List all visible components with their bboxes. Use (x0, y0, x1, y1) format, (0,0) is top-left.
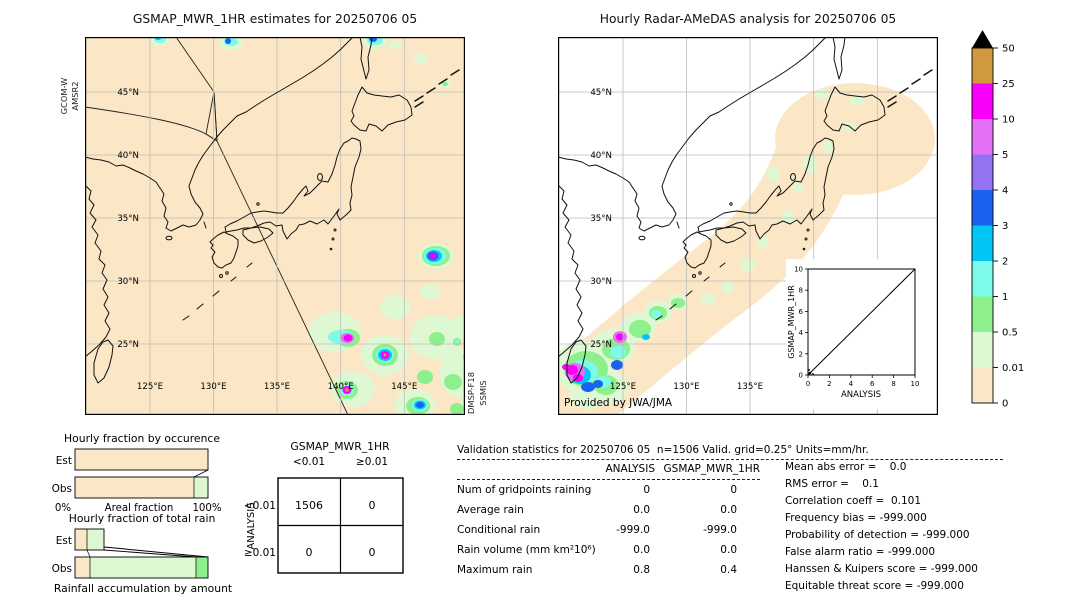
validation-row-label: Conditional rain (457, 524, 541, 536)
occurrence-obs-label: Obs (51, 483, 72, 495)
svg-text:135°E: 135°E (736, 382, 764, 392)
occurrence-chart-title: Hourly fraction by occurence (64, 432, 220, 445)
occurrence-bars (75, 449, 208, 498)
left-map (85, 37, 465, 415)
svg-text:4: 4 (1002, 185, 1009, 197)
score-hk: Hanssen & Kuipers score = -999.000 (785, 563, 978, 575)
total-rain-est-label: Est (55, 535, 72, 547)
svg-text:10: 10 (794, 265, 803, 274)
total-rain-obs-label: Obs (51, 563, 72, 575)
validation-row-analysis: 0.0 (633, 504, 650, 516)
svg-text:45°N: 45°N (590, 88, 612, 98)
svg-text:0: 0 (1002, 398, 1009, 410)
score-mean-abs-error: Mean abs error = 0.0 (785, 461, 907, 473)
svg-text:135°E: 135°E (263, 382, 291, 392)
contingency-table (240, 436, 455, 586)
svg-text:Areal fraction: Areal fraction (104, 503, 174, 514)
validation-row-label: Num of gridpoints raining (457, 484, 592, 496)
contingency-values (295, 499, 376, 559)
svg-text:4: 4 (848, 380, 854, 388)
validation-row-gsmap: 0.0 (720, 504, 737, 516)
svg-text:25°N: 25°N (590, 340, 612, 350)
inset-xlabel: ANALYSIS (840, 390, 882, 400)
validation-row-label: Rain volume (mm km²10⁶) (457, 544, 596, 556)
svg-text:125°E: 125°E (609, 382, 637, 392)
svg-text:0: 0 (305, 546, 313, 559)
sensor-label-dmsp: DMSP-F18 (466, 372, 476, 414)
contingency-column-title: GSMAP_MWR_1HR (290, 440, 390, 453)
svg-text:40°N: 40°N (590, 151, 612, 161)
svg-text:25°N: 25°N (117, 340, 139, 350)
colorbar (962, 18, 1074, 418)
svg-text:30°N: 30°N (117, 277, 139, 287)
svg-text:5: 5 (1002, 150, 1009, 161)
contingency-row-title: ANALYSIS (246, 502, 257, 550)
credit-label: Provided by JWA/JMA (564, 397, 673, 409)
colorbar-overflow-triangle (972, 30, 993, 48)
validation-col-gsmap: GSMAP_MWR_1HR (663, 463, 760, 475)
svg-text:0.01: 0.01 (1002, 363, 1025, 374)
satellite-label-gcomw: GCOM-W (59, 77, 69, 115)
total-rain-caption: Rainfall accumulation by amount (53, 582, 233, 595)
svg-text:125°E: 125°E (136, 382, 164, 392)
svg-text:25: 25 (1002, 79, 1015, 90)
svg-text:0.5: 0.5 (1002, 327, 1018, 339)
validation-header-rule (457, 479, 760, 480)
svg-text:6: 6 (869, 380, 875, 388)
svg-text:0: 0 (368, 546, 376, 559)
svg-text:8: 8 (798, 286, 803, 295)
validation-row-gsmap: -999.0 (703, 524, 737, 536)
svg-text:50: 50 (1002, 43, 1015, 55)
contingency-row-label-1: ≥0.01 (243, 547, 276, 559)
svg-text:2: 2 (798, 350, 803, 359)
score-pod: Probability of detection = -999.000 (785, 529, 970, 541)
validation-row-gsmap: 0 (730, 484, 737, 496)
validation-row-label: Maximum rain (457, 564, 533, 576)
right-map (558, 37, 938, 415)
score-rms-error: RMS error = 0.1 (785, 478, 879, 490)
svg-text:140°E: 140°E (327, 382, 354, 392)
svg-text:10: 10 (1002, 114, 1015, 126)
score-ets: Equitable threat score = -999.000 (785, 580, 964, 592)
svg-text:0: 0 (368, 499, 376, 512)
validation-row-label: Average rain (457, 504, 524, 516)
svg-text:100%: 100% (192, 503, 222, 514)
colorbar-segments (972, 48, 993, 403)
svg-text:30°N: 30°N (590, 277, 612, 287)
svg-text:35°N: 35°N (590, 214, 612, 224)
svg-text:40°N: 40°N (117, 151, 139, 161)
validation-row-analysis: -999.0 (616, 524, 650, 536)
svg-text:1: 1 (1002, 292, 1009, 303)
inset-scatter (786, 259, 938, 409)
inset-ylabel: GSMAP_MWR_1HR (787, 285, 796, 359)
score-correlation: Correlation coeff = 0.101 (785, 495, 921, 507)
total-rain-bars (75, 529, 208, 578)
validation-row-analysis: 0.8 (633, 564, 650, 576)
validation-title: Validation statistics for 20250706 05 n=1506 Valid. grid=0.25° Units=mm/hr. (457, 444, 869, 456)
svg-text:4: 4 (798, 329, 803, 338)
contingency-col-label-1: ≥0.01 (355, 456, 389, 468)
colorbar-tick-labels (1002, 44, 1024, 410)
validation-row-analysis: 0 (643, 484, 650, 496)
svg-text:145°E: 145°E (391, 382, 418, 392)
svg-text:1506: 1506 (295, 499, 323, 512)
svg-text:6: 6 (798, 307, 803, 316)
satellite-label-amsr2: AMSR2 (70, 81, 80, 111)
svg-text:8: 8 (891, 380, 896, 388)
sensor-label-ssmis: SSMIS (478, 380, 488, 406)
validation-row-gsmap: 0.0 (720, 544, 737, 556)
right-map-title: Hourly Radar-AMeDAS analysis for 20250706 05 (599, 12, 897, 26)
svg-text:3: 3 (1002, 221, 1009, 232)
validation-title-rule (457, 459, 1003, 460)
validation-col-analysis: ANALYSIS (605, 463, 655, 475)
score-far: False alarm ratio = -999.000 (785, 546, 936, 558)
svg-text:130°E: 130°E (200, 382, 227, 392)
svg-text:130°E: 130°E (673, 382, 700, 392)
svg-text:0: 0 (798, 371, 803, 380)
svg-text:0: 0 (805, 380, 811, 388)
validation-row-analysis: 0.0 (633, 544, 650, 556)
left-map-title: GSMAP_MWR_1HR estimates for 20250706 05 (132, 12, 418, 26)
svg-text:0%: 0% (54, 503, 72, 514)
svg-text:35°N: 35°N (117, 214, 139, 224)
occurrence-est-label: Est (55, 455, 72, 467)
colorbar-ticks (993, 48, 998, 403)
contingency-col-label-0: <0.01 (292, 456, 326, 468)
total-rain-chart-title: Hourly fraction of total rain (68, 512, 216, 525)
contingency-row-label-0: <0.01 (243, 500, 276, 512)
svg-text:2: 2 (1002, 256, 1009, 268)
validation-row-gsmap: 0.4 (720, 564, 737, 576)
svg-text:45°N: 45°N (117, 88, 139, 98)
total-rain-chart (40, 511, 270, 603)
occurrence-chart (40, 431, 270, 515)
svg-text:2: 2 (827, 380, 832, 388)
svg-text:10: 10 (910, 380, 920, 388)
score-frequency-bias: Frequency bias = -999.000 (785, 512, 927, 524)
